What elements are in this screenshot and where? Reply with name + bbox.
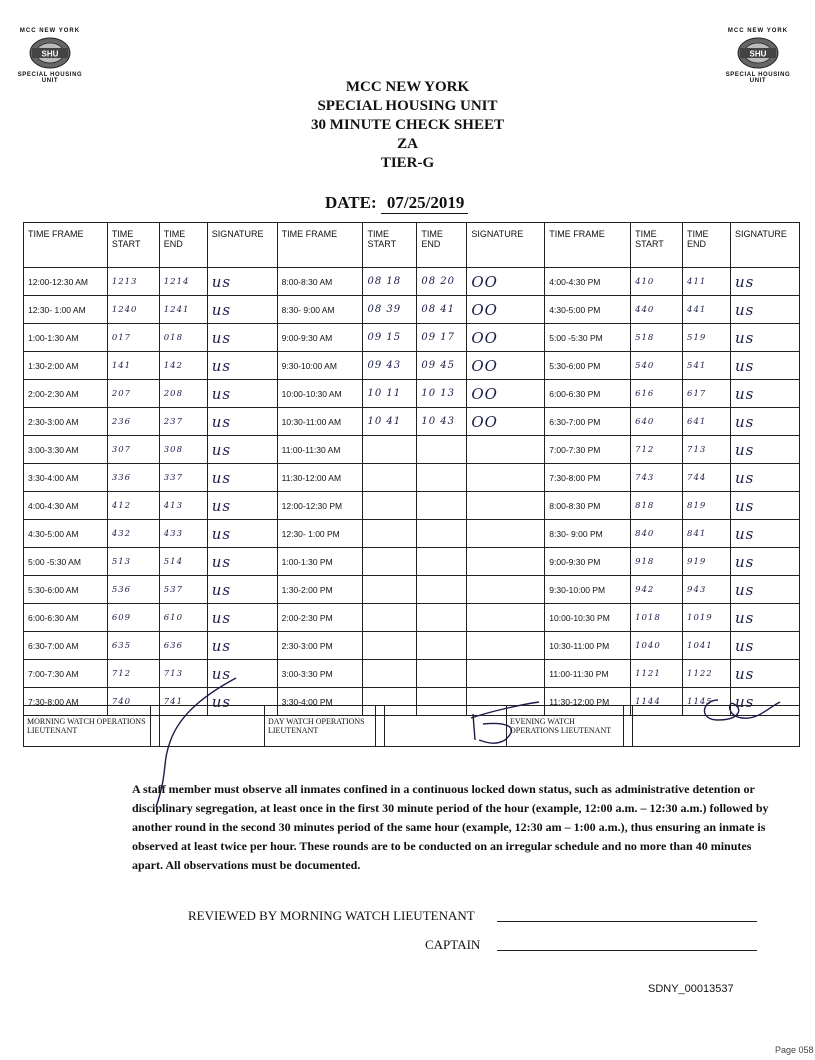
time-frame-cell: 8:30- 9:00 AM [277,296,363,324]
time-cell: 1041 [683,632,731,660]
signature-cell: us [730,520,799,548]
time-frame-cell: 4:00-4:30 PM [545,268,631,296]
table-row [24,520,800,548]
table-header-row [24,223,800,268]
time-cell: 640 [631,408,683,436]
time-frame-cell: 11:30-12:00 AM [277,464,363,492]
check-table [23,222,800,716]
time-cell: 819 [683,492,731,520]
signature-cell: us [207,408,277,436]
time-cell [363,660,417,688]
signature-cell: us [730,296,799,324]
header-range: ZA [397,136,418,152]
time-frame-cell: 5:30-6:00 PM [545,352,631,380]
time-cell: 741 [159,688,207,716]
time-frame-cell: 2:00-2:30 PM [277,604,363,632]
signature-cell [467,604,545,632]
time-frame-cell: 3:30-4:00 PM [277,688,363,716]
time-cell: 712 [107,660,159,688]
time-cell: 641 [683,408,731,436]
time-frame-cell: 1:00-1:30 PM [277,548,363,576]
time-cell: 1240 [107,296,159,324]
time-cell [417,660,467,688]
time-cell: 1040 [631,632,683,660]
table-row [24,268,800,296]
time-frame-cell: 4:00-4:30 AM [24,492,108,520]
time-frame-cell: 5:30-6:00 AM [24,576,108,604]
signature-cell: us [207,688,277,716]
signature-cell: us [207,436,277,464]
signature-cell: us [207,492,277,520]
signature-cell: OO [467,380,545,408]
time-cell [363,464,417,492]
time-cell: 207 [107,380,159,408]
time-cell: 10 11 [363,380,417,408]
table-row [24,604,800,632]
time-cell: 08 41 [417,296,467,324]
signature-cell: OO [467,408,545,436]
date-label: DATE: [325,193,377,212]
time-cell: 336 [107,464,159,492]
header-unit: SPECIAL HOUSING UNIT [317,98,498,114]
signature-cell: us [207,296,277,324]
signature-cell: us [730,268,799,296]
column-header: TIME FRAME [24,223,108,268]
time-cell: 712 [631,436,683,464]
time-cell [417,604,467,632]
time-cell [363,436,417,464]
signature-cell: OO [467,296,545,324]
signature-cell [467,548,545,576]
time-frame-cell: 10:00-10:30 PM [545,604,631,632]
time-frame-cell: 11:00-11:30 PM [545,660,631,688]
signature-cell: us [207,660,277,688]
signature-cell: us [207,464,277,492]
signature-cell: us [730,408,799,436]
time-cell [417,492,467,520]
time-frame-cell: 7:00-7:30 PM [545,436,631,464]
table-row [24,464,800,492]
signature-cell [467,632,545,660]
time-frame-cell: 3:00-3:30 AM [24,436,108,464]
time-cell: 610 [159,604,207,632]
time-cell [363,492,417,520]
time-frame-cell: 9:00-9:30 AM [277,324,363,352]
signature-cell: us [207,576,277,604]
time-cell: 208 [159,380,207,408]
signature-cell: us [730,492,799,520]
time-cell [363,576,417,604]
time-cell: 09 45 [417,352,467,380]
logo-top-text: MCC NEW YORK [727,28,789,34]
time-cell: 10 41 [363,408,417,436]
signature-cell: us [730,464,799,492]
column-header: SIGNATURE [467,223,545,268]
time-cell: 713 [683,436,731,464]
signature-cell: OO [467,268,545,296]
signature-cell: us [730,324,799,352]
signature-cell [467,492,545,520]
time-frame-cell: 4:30-5:00 PM [545,296,631,324]
time-cell: 1144 [631,688,683,716]
time-cell: 440 [631,296,683,324]
time-cell: 616 [631,380,683,408]
signature-cell: us [207,268,277,296]
column-header: TIME START [107,223,159,268]
time-cell: 919 [683,548,731,576]
column-header: TIME START [363,223,417,268]
time-frame-cell: 6:30-7:00 AM [24,632,108,660]
table-row [24,548,800,576]
time-cell [363,520,417,548]
time-frame-cell: 6:00-6:30 PM [545,380,631,408]
time-cell: 1121 [631,660,683,688]
table-row [24,492,800,520]
time-cell: 411 [683,268,731,296]
day-watch-label: DAY WATCH OPERATIONS LIEUTENANT [265,706,376,747]
document-header [0,78,815,173]
time-frame-cell: 12:00-12:30 AM [24,268,108,296]
time-cell [363,632,417,660]
signature-cell: us [730,688,799,716]
document-id: SDNY_00013537 [648,983,734,995]
time-frame-cell: 8:00-8:30 PM [545,492,631,520]
lieutenant-signature-line [497,921,757,922]
time-frame-cell: 2:00-2:30 AM [24,380,108,408]
shu-badge-icon [28,36,72,70]
evening-lieutenant-signature-icon [688,696,784,728]
shu-badge-icon [736,36,780,70]
time-cell: 08 39 [363,296,417,324]
watch-gap [624,706,633,747]
time-frame-cell: 3:30-4:00 AM [24,464,108,492]
time-cell: 713 [159,660,207,688]
watch-row [24,706,800,747]
morning-watch-label: MORNING WATCH OPERATIONS LIEUTENANT [24,706,151,747]
time-cell: 432 [107,520,159,548]
time-frame-cell: 4:30-5:00 AM [24,520,108,548]
table-row [24,352,800,380]
signature-cell: us [730,576,799,604]
table-row [24,380,800,408]
header-facility: MCC NEW YORK [345,79,470,95]
time-frame-cell: 1:30-2:00 PM [277,576,363,604]
time-cell: 017 [107,324,159,352]
time-cell: 743 [631,464,683,492]
signature-cell: us [207,632,277,660]
header-tier: TIER-G [380,155,435,171]
time-frame-cell: 12:30- 1:00 AM [24,296,108,324]
time-cell [363,548,417,576]
time-frame-cell: 12:30- 1:00 PM [277,520,363,548]
time-frame-cell: 1:00-1:30 AM [24,324,108,352]
time-cell: 09 15 [363,324,417,352]
time-frame-cell: 10:30-11:00 PM [545,632,631,660]
time-frame-cell: 3:00-3:30 PM [277,660,363,688]
logo-bottom-text: SPECIAL HOUSING UNIT [725,72,791,84]
signature-cell: us [207,352,277,380]
date-line [325,193,468,214]
signature-cell: us [730,660,799,688]
time-cell: 519 [683,324,731,352]
signature-cell: us [730,436,799,464]
page-number: Page 058 [775,1045,814,1055]
time-cell: 841 [683,520,731,548]
time-cell: 513 [107,548,159,576]
signature-cell: us [730,604,799,632]
signature-cell: us [207,604,277,632]
date-value: 07/25/2019 [381,193,468,214]
time-cell: 918 [631,548,683,576]
time-cell [417,632,467,660]
watch-gap [376,706,385,747]
time-frame-cell: 6:00-6:30 AM [24,604,108,632]
time-cell: 410 [631,268,683,296]
evening-watch-label: EVENING WATCH OPERATIONS LIEUTENANT [507,706,624,747]
time-cell: 1145 [683,688,731,716]
column-header: TIME START [631,223,683,268]
time-cell: 09 17 [417,324,467,352]
column-header: TIME END [417,223,467,268]
signature-cell: OO [467,352,545,380]
time-cell: 09 43 [363,352,417,380]
column-header: TIME END [683,223,731,268]
time-cell: 514 [159,548,207,576]
time-frame-cell: 7:30-8:00 PM [545,464,631,492]
time-frame-cell: 10:00-10:30 AM [277,380,363,408]
time-cell: 744 [683,464,731,492]
time-frame-cell: 2:30-3:00 PM [277,632,363,660]
time-cell: 1122 [683,660,731,688]
time-cell: 942 [631,576,683,604]
time-cell: 236 [107,408,159,436]
signature-cell: us [730,380,799,408]
signature-cell: us [207,548,277,576]
time-cell [417,576,467,604]
signature-cell: OO [467,324,545,352]
column-header: TIME FRAME [545,223,631,268]
time-cell [417,548,467,576]
time-cell: 840 [631,520,683,548]
table-row [24,576,800,604]
time-cell: 10 43 [417,408,467,436]
time-frame-cell: 2:30-3:00 AM [24,408,108,436]
column-header: SIGNATURE [207,223,277,268]
signature-cell [467,436,545,464]
time-cell: 1241 [159,296,207,324]
time-frame-cell: 11:30-12:00 PM [545,688,631,716]
time-cell: 433 [159,520,207,548]
time-frame-cell: 12:00-12:30 PM [277,492,363,520]
time-cell: 142 [159,352,207,380]
table-row [24,408,800,436]
signature-cell [467,520,545,548]
time-cell: 540 [631,352,683,380]
time-cell: 943 [683,576,731,604]
logo-bottom-text: SPECIAL HOUSING UNIT [17,72,83,84]
time-cell: 10 13 [417,380,467,408]
time-cell: 141 [107,352,159,380]
time-cell: 412 [107,492,159,520]
instructions-paragraph: A staff member must observe all inmates confined in a continuous locked down status, such as administrative detention or disciplinary segregation, at least once in the first 30 minute period of the hour (example, 12:00 a.m. – 12:30 a.m.) followed by another round in the second 30 minutes period of the same hour (example, 12:30 am – 1:00 a.m.), thus ensuring an inmate is observed at least twice per hour. These rounds are to be conducted on an irregular schedule and no more than 40 minutes apart. All observations must be documented. [132,782,769,872]
time-cell: 609 [107,604,159,632]
mcc-logo-right [720,28,796,84]
column-header: TIME END [159,223,207,268]
table-row [24,296,800,324]
time-cell: 08 20 [417,268,467,296]
logo-middle-text: SHU [749,49,767,59]
time-cell: 237 [159,408,207,436]
time-frame-cell: 1:30-2:00 AM [24,352,108,380]
signature-cell [467,464,545,492]
time-cell: 307 [107,436,159,464]
day-lieutenant-signature-icon [465,700,545,748]
time-cell: 536 [107,576,159,604]
signature-cell [467,660,545,688]
logo-top-text: MCC NEW YORK [19,28,81,34]
time-cell: 337 [159,464,207,492]
column-header: TIME FRAME [277,223,363,268]
time-cell [417,436,467,464]
time-cell: 617 [683,380,731,408]
time-cell: 08 18 [363,268,417,296]
signature-cell: us [730,352,799,380]
time-cell: 636 [159,632,207,660]
logo-middle-text: SHU [41,49,59,59]
time-cell: 740 [107,688,159,716]
table-row [24,436,800,464]
time-cell: 537 [159,576,207,604]
time-cell: 1019 [683,604,731,632]
time-cell: 1214 [159,268,207,296]
signature-cell: us [730,548,799,576]
column-header: SIGNATURE [730,223,799,268]
time-cell: 308 [159,436,207,464]
table-row [24,632,800,660]
header-sheet-title: 30 MINUTE CHECK SHEET [311,117,504,133]
time-cell: 541 [683,352,731,380]
time-cell: 441 [683,296,731,324]
time-frame-cell: 9:30-10:00 PM [545,576,631,604]
time-cell [363,604,417,632]
time-frame-cell: 6:30-7:00 PM [545,408,631,436]
time-cell: 635 [107,632,159,660]
time-frame-cell: 8:30- 9:00 PM [545,520,631,548]
time-frame-cell: 10:30-11:00 AM [277,408,363,436]
time-frame-cell: 8:00-8:30 AM [277,268,363,296]
time-cell [417,464,467,492]
time-cell: 518 [631,324,683,352]
captain-label: CAPTAIN [425,937,481,952]
time-cell: 1213 [107,268,159,296]
time-frame-cell: 11:00-11:30 AM [277,436,363,464]
time-frame-cell: 9:00-9:30 PM [545,548,631,576]
time-frame-cell: 5:00 -5:30 PM [545,324,631,352]
time-cell: 818 [631,492,683,520]
reviewed-by-label: REVIEWED BY MORNING WATCH LIEUTENANT [188,908,475,923]
signature-cell: us [207,380,277,408]
time-frame-cell: 7:00-7:30 AM [24,660,108,688]
signature-cell: us [207,324,277,352]
captain-signature-line [497,950,757,951]
table-row [24,660,800,688]
time-cell: 413 [159,492,207,520]
table-row [24,324,800,352]
signature-cell: us [207,520,277,548]
time-cell: 018 [159,324,207,352]
time-frame-cell: 5:00 -5:30 AM [24,548,108,576]
time-frame-cell: 9:30-10:00 AM [277,352,363,380]
signature-cell [467,576,545,604]
time-cell [417,520,467,548]
signature-cell: us [730,632,799,660]
mcc-logo-left [12,28,88,84]
time-cell: 1018 [631,604,683,632]
table-body [24,268,800,716]
time-frame-cell: 7:30-8:00 AM [24,688,108,716]
watch-lieutenant-table [23,705,800,747]
